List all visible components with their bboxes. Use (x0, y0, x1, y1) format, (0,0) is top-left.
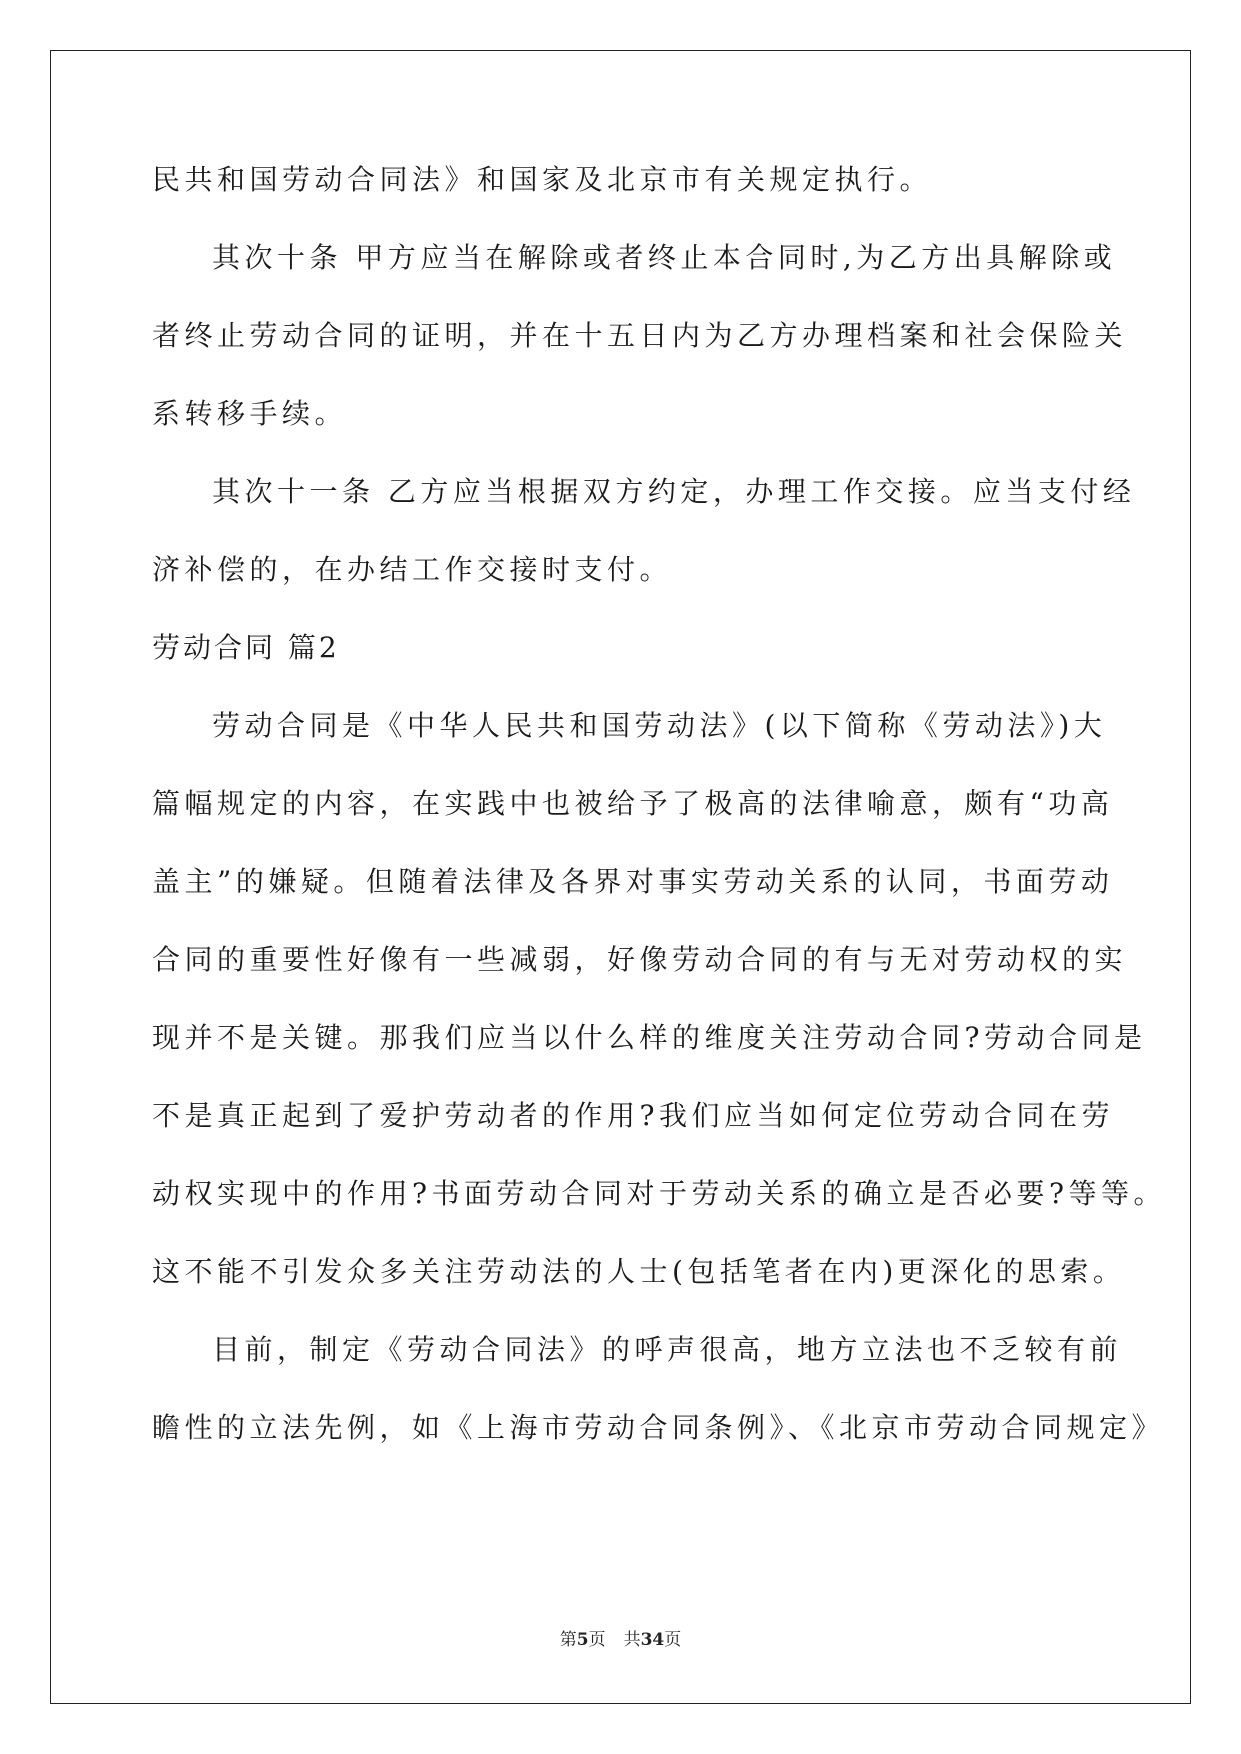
section-heading: 劳动合同 篇2 (152, 631, 340, 664)
total-pages: 34 (640, 1630, 665, 1650)
text-line: 现并不是关键。那我们应当以什么样的维度关注劳动合同?劳动合同是 (152, 1021, 1147, 1054)
total-suffix: 页 (664, 1630, 682, 1650)
text-line: 篇幅规定的内容，在实践中也被给予了极高的法律喻意，颇有“功高 (152, 787, 1114, 820)
text-line: 民共和国劳动合同法》和国家及北京市有关规定执行。 (152, 163, 933, 196)
total-prefix: 共 (623, 1630, 641, 1650)
paragraph-line: 劳动合同是《中华人民共和国劳动法》(以下简称《劳动法》)大 (212, 709, 1107, 742)
page-suffix: 页 (588, 1630, 606, 1650)
paragraph-line: 目前，制定《劳动合同法》的呼声很高，地方立法也不乏较有前 (212, 1333, 1123, 1366)
text-line: 动权实现中的作用?书面劳动合同对于劳动关系的确立是否必要?等等。 (152, 1177, 1167, 1210)
text-line: 瞻性的立法先例，如《上海市劳动合同条例》、《北京市劳动合同规定》 (152, 1411, 1165, 1444)
text-line: 这不能不引发众多关注劳动法的人士(包括笔者在内)更深化的思索。 (152, 1255, 1126, 1288)
document-body (152, 156, 1167, 1482)
text-line: 济补偿的，在办结工作交接时支付。 (152, 553, 673, 586)
text-line: 者终止劳动合同的证明，并在十五日内为乙方办理档案和社会保险关 (152, 319, 1128, 352)
paragraph-line: 其次十条 甲方应当在解除或者终止本合同时,为乙方出具解除或 (212, 241, 1117, 274)
page-prefix: 第 (559, 1630, 577, 1650)
text-line: 盖主”的嫌疑。但随着法律及各界对事实劳动关系的认同，书面劳动 (152, 865, 1114, 898)
text-line: 合同的重要性好像有一些减弱，好像劳动合同的有与无对劳动权的实 (152, 943, 1128, 976)
page-number: 5 (576, 1630, 589, 1650)
paragraph-line: 其次十一条 乙方应当根据双方约定，办理工作交接。应当支付经 (212, 475, 1136, 508)
text-line: 系转移手续。 (152, 397, 348, 430)
text-line: 不是真正起到了爱护劳动者的作用?我们应当如何定位劳动合同在劳 (152, 1099, 1115, 1132)
page-footer (0, 1625, 1241, 1650)
